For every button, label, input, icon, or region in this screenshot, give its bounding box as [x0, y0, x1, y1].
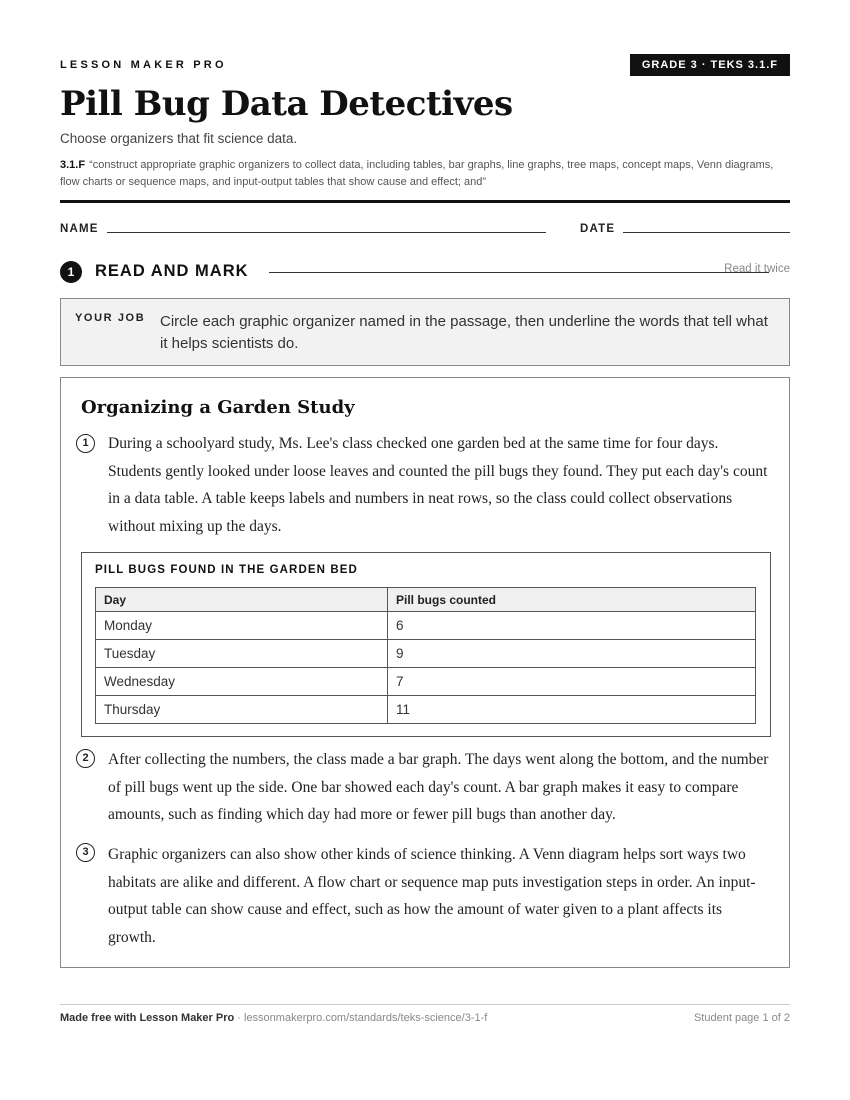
paragraph-number: 2: [76, 749, 95, 768]
table-cell-count: 7: [388, 668, 756, 696]
paragraph-number: 3: [76, 843, 95, 862]
paragraph-text: After collecting the numbers, the class made a bar graph. The days went along the bottom, and the number of pill bugs went up the side. One bar showed each day's count. A bar graph makes it easy to compare amounts, such as finding which day had more or fewer pill bugs than another day.: [108, 751, 769, 823]
table-row: [96, 668, 756, 696]
table-cell-day: Thursday: [96, 696, 388, 724]
footer-separator: ·: [234, 1012, 244, 1024]
header-divider: [60, 200, 790, 203]
table-row: [96, 640, 756, 668]
footer-made-by: Made free with Lesson Maker Pro: [60, 1012, 235, 1024]
table-cell-day: Wednesday: [96, 668, 388, 696]
footer-url[interactable]: lessonmakerpro.com/standards/teks-science/3-1-f: [244, 1012, 488, 1024]
standard-code: 3.1.F: [60, 159, 86, 171]
pill-bug-data-table: [95, 587, 756, 724]
name-field[interactable]: [107, 232, 546, 233]
table-row: [96, 696, 756, 724]
your-job-label: YOUR JOB: [75, 312, 146, 324]
table-cell-day: Monday: [96, 612, 388, 640]
standard-description: [60, 157, 780, 191]
passage-title: Organizing a Garden Study: [81, 397, 355, 418]
page-subtitle: Choose organizers that fit science data.: [60, 131, 298, 146]
section-note: Read it twice: [724, 263, 790, 275]
date-field[interactable]: [623, 232, 790, 233]
table-cell-count: 11: [388, 696, 756, 724]
section-number-badge: 1: [60, 261, 82, 283]
your-job-text: Circle each graphic organizer named in the passage, then underline the words that tell what it helps scientists do.: [160, 313, 768, 352]
date-label: DATE: [580, 223, 616, 235]
table-header-count: Pill bugs counted: [388, 588, 756, 612]
table-header-day: Day: [96, 588, 388, 612]
footer-divider: [60, 1004, 790, 1005]
footer-credit: [60, 1012, 487, 1024]
paragraph-text: During a schoolyard study, Ms. Lee's class checked one garden bed at the same time for four days. Students gently looked under loose leaves and counted the pill bugs they found. They put each day's count in a data table. A table keeps labels and numbers in neat rows, so the class could collect observations without mixing up the days.: [108, 435, 768, 535]
table-cell-day: Tuesday: [96, 640, 388, 668]
paragraph-text: Graphic organizers can also show other kinds of science thinking. A Venn diagram helps sort ways two habitats are alike and different. A flow chart or sequence map puts investigation steps in order. An input-output table can show cause and effect, such as how the amount of water given to a plant affects its growth.: [108, 846, 756, 946]
section-title: READ AND MARK: [95, 262, 249, 280]
your-job-box: [60, 298, 790, 366]
table-cell-count: 9: [388, 640, 756, 668]
grade-badge: GRADE 3 · TEKS 3.1.F: [630, 54, 790, 76]
data-table-box: [81, 552, 771, 737]
table-row: [96, 612, 756, 640]
passage-box: [60, 377, 790, 968]
table-header-row: [96, 588, 756, 612]
section-rule: [269, 272, 769, 273]
footer-page-number: Student page 1 of 2: [693, 1012, 790, 1024]
page-title: Pill Bug Data Detectives: [60, 84, 513, 124]
name-label: NAME: [60, 223, 99, 235]
table-cell-count: 6: [388, 612, 756, 640]
data-table-title: PILL BUGS FOUND IN THE GARDEN BED: [95, 564, 358, 576]
brand-name: LESSON MAKER PRO: [60, 59, 227, 71]
paragraph-number: 1: [76, 434, 95, 453]
standard-text: “construct appropriate graphic organizers to collect data, including tables, bar graphs, line graphs, tree maps, concept maps, Venn diagrams, flow charts or sequence maps, and input-output tables that show cause and effect; and”: [60, 159, 774, 188]
